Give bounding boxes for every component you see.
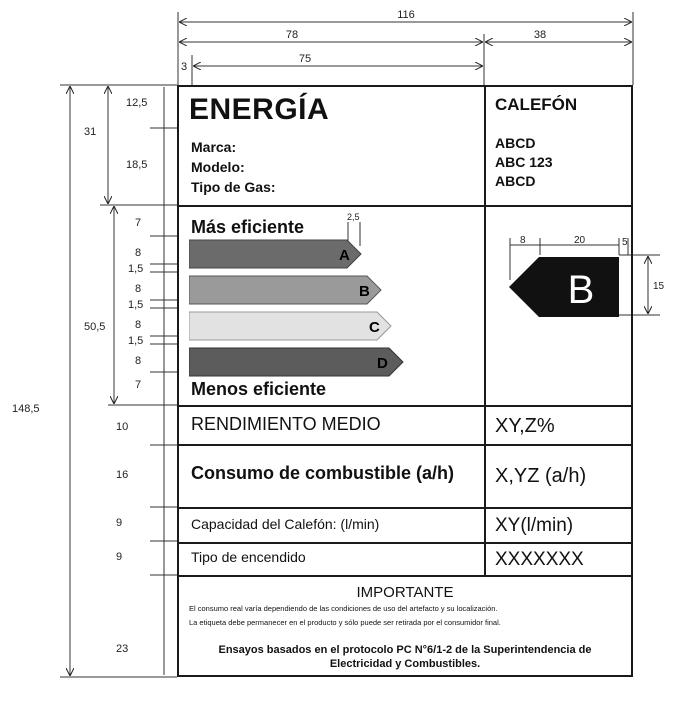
value-brand: ABCD — [495, 135, 536, 151]
dim-row-label: 7 — [135, 379, 142, 391]
dim-row-label: 12,5 — [126, 97, 148, 109]
important-note-1: El consumo real varía dependiendo de las condiciones de uso del artefacto y su localización. — [189, 604, 498, 613]
dim-row-label: 8 — [135, 283, 142, 295]
column-divider — [484, 87, 486, 575]
more-efficient-label: Más eficiente — [191, 217, 305, 237]
important-note-2: La etiqueta debe permanecer en el producto y sólo puede ser retirada por el consumidor final. — [189, 618, 501, 627]
row-average-efficiency-label: RENDIMIENTO MEDIO — [191, 414, 381, 434]
dim-inner-width-label: 75 — [298, 53, 312, 65]
dim-row-label: 1,5 — [128, 299, 144, 311]
dim-total-width-label: 116 — [397, 9, 415, 21]
dim-row-label: 9 — [116, 517, 123, 529]
dim-row-label: 7 — [135, 217, 142, 229]
dim-row-label: 9 — [116, 551, 123, 563]
dim-class-right-label: 5 — [622, 237, 628, 248]
divider — [179, 205, 631, 207]
product-type: CALEFÓN — [495, 95, 578, 114]
rating-arrow — [509, 257, 619, 317]
row-fuel-consumption-value: X,YZ (a/h) — [495, 465, 587, 487]
dim-total-height-label: 148,5 — [12, 403, 40, 415]
field-model: Modelo: — [191, 159, 245, 175]
dim-row-label: 18,5 — [126, 159, 148, 171]
dim-row-label: 1,5 — [128, 263, 144, 275]
important-title: IMPORTANTE — [356, 584, 454, 601]
dim-class-height-label: 15 — [653, 281, 665, 292]
field-brand: Marca: — [191, 139, 237, 155]
dim-row-label: 8 — [135, 355, 142, 367]
dim-arrow-gap-label: 2,5 — [347, 212, 360, 222]
label-title: ENERGÍA — [189, 93, 330, 126]
rating-letter: B — [567, 268, 595, 312]
dim-row-label: 8 — [135, 247, 142, 259]
field-gas-type: Tipo de Gas: — [191, 179, 276, 195]
divider — [179, 444, 631, 446]
dim-right-width-label: 38 — [533, 29, 547, 41]
class-a-letter: A — [339, 247, 350, 264]
row-ignition-label: Tipo de encendido — [191, 549, 306, 565]
dim-class-left-label: 8 — [520, 235, 526, 246]
divider — [179, 405, 631, 407]
dim-row-label: 23 — [116, 643, 129, 655]
less-efficient-label: Menos eficiente — [191, 379, 327, 399]
rating-indicator — [509, 255, 621, 319]
class-d-letter: D — [377, 355, 388, 372]
test-protocol-line-1: Ensayos basados en el protocolo PC N°6/1-2 de la Superintendencia de — [218, 644, 592, 656]
row-capacity-label: Capacidad del Calefón: (l/min) — [191, 516, 380, 532]
dim-row-label: 10 — [116, 421, 129, 433]
dim-chart-height-label: 50,5 — [84, 321, 106, 333]
dim-left-width-label: 78 — [285, 29, 299, 41]
divider — [179, 575, 631, 577]
class-d-arrow — [189, 348, 403, 376]
dim-row-label: 16 — [116, 469, 129, 481]
test-protocol-note — [179, 643, 631, 671]
class-c-letter: C — [369, 319, 380, 336]
row-average-efficiency-value: XY,Z% — [495, 415, 555, 437]
class-c-arrow — [189, 312, 391, 340]
divider — [179, 542, 631, 544]
dim-offset-label: 3 — [180, 61, 188, 73]
value-gas-type: ABCD — [495, 173, 536, 189]
divider — [179, 507, 631, 509]
dim-header-height-label: 31 — [84, 126, 97, 138]
test-protocol-line-2: Electricidad y Combustibles. — [329, 658, 481, 670]
energy-label — [177, 85, 633, 677]
dim-class-middle-label: 20 — [574, 235, 586, 246]
dim-row-label: 8 — [135, 319, 142, 331]
value-model: ABC 123 — [495, 154, 553, 170]
class-b-arrow — [189, 276, 381, 304]
dim-row-label: 1,5 — [128, 335, 144, 347]
row-capacity-value: XY(l/min) — [495, 515, 574, 536]
class-b-letter: B — [359, 283, 370, 300]
row-ignition-value: XXXXXXX — [495, 549, 584, 570]
efficiency-scale — [189, 237, 409, 379]
row-fuel-consumption-label: Consumo de combustible (a/h) — [191, 463, 455, 483]
class-a-arrow — [189, 240, 361, 268]
